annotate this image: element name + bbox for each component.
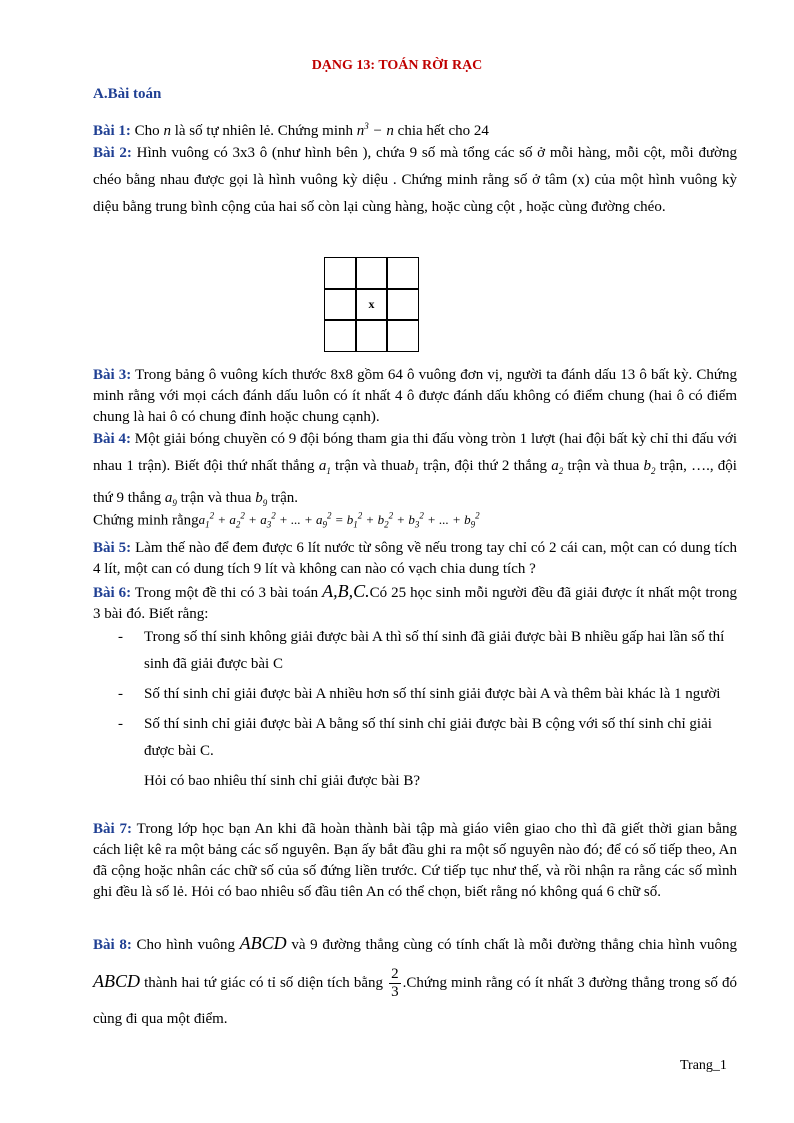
math-var: $a_2$ — [551, 458, 564, 476]
problem-text: Trong một đề thi có 3 bài toán — [131, 585, 323, 601]
problem-text: Làm thế nào để đem được 6 lít nước từ sông về nếu trong tay chỉ có 2 cái can, một can có dung tích 4 lít, một can có dung tích 9 lít và không can nào có vạch chia dung tích ? — [93, 540, 737, 577]
grid-cell — [324, 257, 357, 290]
math-vars: ABCD — [93, 971, 140, 991]
list-item-text: Trong số thí sinh không giải được bài A thì số thí sinh đã giải được bài B nhiều gấp hai lần số thí sinh đã giải được bài C — [144, 629, 725, 672]
page-number: Trang_1 — [680, 1058, 727, 1073]
problem-4-equation — [93, 503, 737, 539]
problem-text: Trong lớp học bạn An khi đã hoàn thành bài tập mà giáo viên giao cho thì đã giết thời gian bằng cách liệt kê ra một bảng các số nguyên. Bạn ấy bắt đầu ghi ra một số nguyên nào đó; để có số tiếp theo, An đã cộng hoặc nhân các chữ số của số đứng liền trước. Cứ tiếp tục như thế, và rồi nhận ra rằng các số mình ghi đều là số lẻ. Hỏi có bao nhiêu số đầu tiên An có thể chọn, biết rằng nó không quá 6 chữ số. — [93, 821, 737, 900]
grid-cell — [386, 288, 419, 321]
problem-text: Trong bảng ô vuông kích thước 8x8 gồm 64 ô vuông đơn vị, người ta đánh dấu 13 ô bất kỳ. Chứng minh rằng với mọi cách đánh dấu luôn có ít nhất 4 ô được đánh dấu không có điểm chung (hai ô có điểm chung là hai ô có chung đỉnh hoặc chung cạnh). — [93, 367, 738, 425]
math-vars: A,B,C. — [322, 581, 370, 601]
problem-label: Bài 5: — [93, 540, 132, 556]
grid-cell — [386, 319, 419, 352]
grid-cell — [324, 319, 357, 352]
list-item — [118, 768, 738, 795]
problem-text: Hình vuông có 3x3 ô (như hình bên ), chứa 9 số mà tổng các số ở mỗi hàng, mỗi cột, mỗi đường chéo bằng nhau được gọi là hình vuông kỳ diệu . Chứng minh rằng số ở tâm (x) của một hình vuông kỳ diệu bằng trung bình cộng của hai số còn lại cùng hàng, hoặc cùng cột , hoặc cùng đường chéo. — [93, 145, 738, 215]
problem-text: Cho — [130, 123, 164, 139]
problem-2 — [93, 140, 737, 221]
grid-cell — [324, 288, 357, 321]
problem-text: trận, …., đội thứ 9 thắng — [93, 458, 737, 506]
math-var: $b_2$ — [643, 458, 656, 476]
list-item — [118, 681, 738, 708]
problem-6-conditions — [118, 624, 738, 795]
bullet-dash: - — [118, 716, 123, 732]
math-expression: $n^3 - n$ — [356, 121, 394, 139]
question-text: Hỏi có bao nhiêu thí sinh chỉ giải được bài B? — [144, 773, 421, 789]
grid-center-cell: x — [355, 288, 388, 321]
problem-label: Bài 4: — [93, 431, 131, 447]
problem-5 — [93, 538, 737, 580]
math-var: $b_1$ — [406, 458, 419, 476]
section-heading: A.Bài toán — [93, 86, 162, 102]
math-number: 24 — [473, 123, 489, 139]
math-vars: ABCD — [239, 933, 287, 953]
problem-text: trận và thua — [330, 458, 407, 474]
grid-cell — [355, 257, 388, 290]
page-title: DẠNG 13: TOÁN RỜI RẠC — [311, 58, 483, 73]
math-var: $a_9$ — [164, 490, 177, 508]
problem-3 — [93, 365, 737, 428]
math-var: $b_9$ — [255, 490, 268, 508]
problem-text: trận. — [267, 490, 299, 506]
problem-8 — [93, 925, 737, 1037]
problem-text: là số tự nhiên lẻ. Chứng minh — [170, 123, 357, 139]
math-var: n — [163, 123, 171, 139]
problem-label: Bài 7: — [93, 821, 133, 837]
grid-cell — [386, 257, 419, 290]
bullet-dash: - — [118, 629, 123, 645]
problem-label: Bài 2: — [93, 145, 132, 161]
list-item — [118, 711, 738, 765]
problem-text: trận và thua — [563, 458, 644, 474]
problem-label: Bài 6: — [93, 585, 132, 601]
math-fraction: $\frac{2}{3}$ — [391, 966, 399, 1001]
problem-text: trận và thua — [176, 490, 256, 506]
problem-text: thành hai tứ giác có tỉ số diện tích bằng — [140, 975, 388, 991]
problem-text: và 9 đường thẳng cùng có tính chất là mỗi đường thẳng chia hình vuông — [286, 937, 737, 953]
problem-text: Một giải bóng chuyền có 9 đội bóng tham gia thi đấu vòng tròn 1 lượt (hai đội bất kỳ chỉ thi đấu với nhau 1 trận). Biết đội thứ nhất thắng — [93, 431, 737, 474]
math-equation: $a_1^2 + a_2^2 + a_3^2$ + ... + $a_9^2 = b_1^2 + b_2^2 + b_3^2$ + ... + $b_9^2$ — [198, 511, 480, 530]
grid-cell — [355, 319, 388, 352]
problem-text: chia hết cho — [393, 123, 474, 139]
problem-label: Bài 1: — [93, 123, 131, 139]
problem-7 — [93, 819, 737, 903]
problem-text: Cho hình vuông — [131, 937, 240, 953]
bullet-dash: - — [118, 686, 123, 702]
math-var: $a_1$ — [318, 458, 331, 476]
problem-text: .Chứng minh rằng có ít nhất 3 đường thẳng trong số đó cùng đi qua một điểm. — [93, 975, 737, 1028]
problem-label: Bài 3: — [93, 367, 132, 383]
problem-6 — [93, 581, 737, 625]
problem-text: trận, đội thứ 2 thắng — [418, 458, 552, 474]
problem-text: Có 25 học sinh mỗi người đều đã giải được ít nhất một trong 3 bài đó. Biết rằng: — [93, 585, 738, 622]
magic-square-figure — [325, 258, 418, 351]
problem-text: Chứng minh rằng — [93, 512, 199, 529]
list-item — [118, 624, 738, 678]
problem-label: Bài 8: — [93, 937, 132, 953]
list-item-text: Số thí sinh chỉ giải được bài A nhiều hơn số thí sinh giải được bài A và thêm bài khác là 1 người — [144, 686, 721, 702]
list-item-text: Số thí sinh chỉ giải được bài A bằng số thí sinh chỉ giải được bài B cộng với số thí sinh chỉ giải được bài C. — [144, 716, 712, 759]
